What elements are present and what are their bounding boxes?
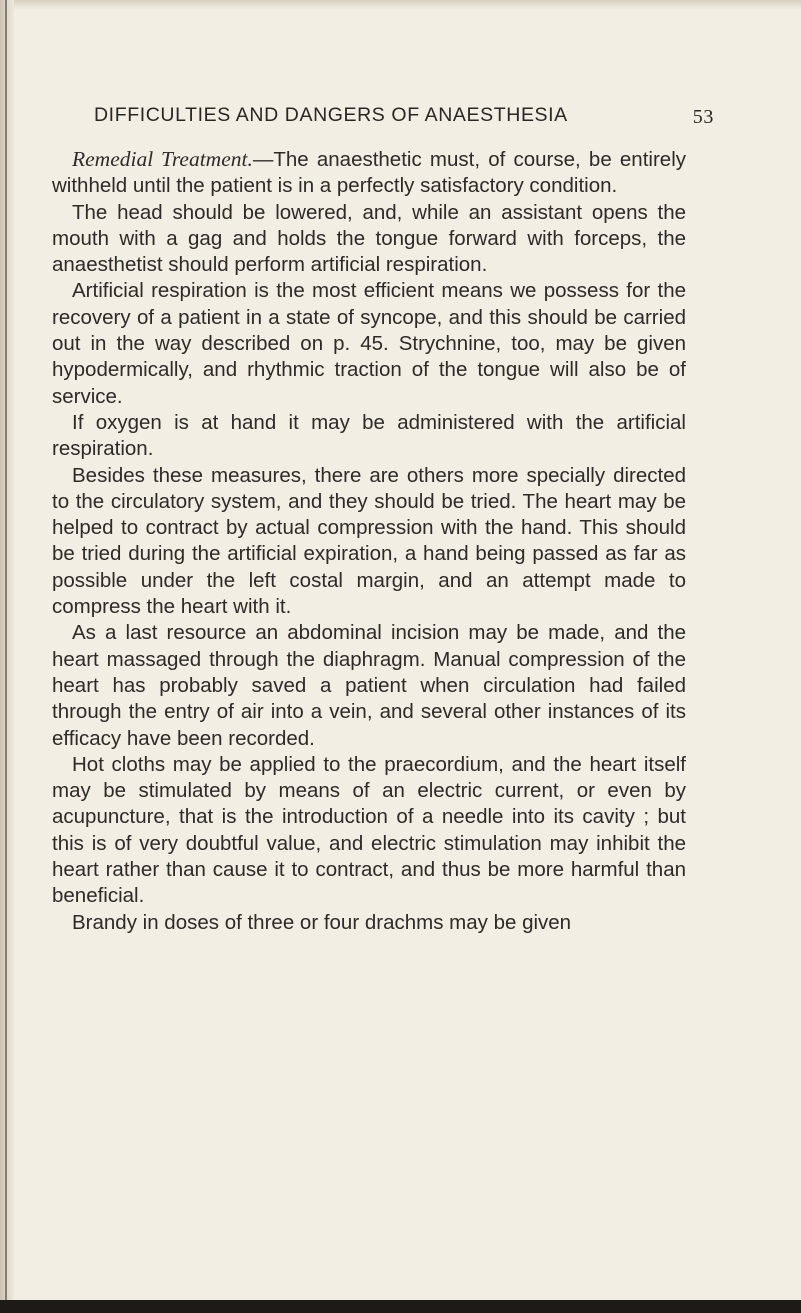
page-number: 53 <box>692 106 714 128</box>
page-top-shadow <box>0 0 801 10</box>
body-text <box>52 146 686 936</box>
page-binding-edge <box>0 0 14 1313</box>
section-heading: Remedial Treatment. <box>72 147 253 171</box>
paragraph-2: The head should be lowered, and, while an assistant opens the mouth with a gag and holds the tongue forward with forceps, the anaesthetist should perform artificial respiration. <box>52 200 686 277</box>
running-head <box>94 104 714 130</box>
paragraph-5: Besides these measures, there are others more specially directed to the circulatory system, and they should be tried. The heart may be helped to contract by actual compression with the hand. This should be tried during the artificial expiration, a hand being passed as far as possible under the left costal margin, and an attempt made to compress the heart with it. <box>52 463 686 619</box>
binding-line <box>5 0 7 1300</box>
page-bottom-edge <box>0 1300 801 1313</box>
paragraph-4: If oxygen is at hand it may be administered with the artificial respiration. <box>52 410 686 461</box>
paragraph-8: Brandy in doses of three or four drachms may be given <box>72 910 572 934</box>
paragraph-1-text: —The anaesthetic must, of course, be entirely withheld until the patient is in a perfectly satisfactory condition. <box>52 148 686 198</box>
running-title: DIFFICULTIES AND DANGERS OF ANAESTHESIA <box>94 104 568 126</box>
paragraph-7: Hot cloths may be applied to the praecordium, and the heart itself may be stimulated by means of an electric current, or even by acupuncture, that is the introduction of a needle into its cavity ; but this is of very doubtful value, and electric stimulation may inhibit the heart rather than cause it to contract, and thus be more harmful than beneficial. <box>52 752 686 908</box>
paragraph-6: As a last resource an abdominal incision may be made, and the heart massaged through the diaphragm. Manual compression of the heart has probably saved a patient when circulation had failed through the entry of air into a vein, and several other instances of its efficacy have been recorded. <box>52 621 686 750</box>
paragraph-1 <box>52 146 686 200</box>
paragraph-3: Artificial respiration is the most efficient means we possess for the recovery of a patient in a state of syncope, and this should be carried out in the way described on p. 45. Strychnine, too, may be given hypodermically, and rhythmic traction of the tongue will also be of service. <box>52 279 686 408</box>
